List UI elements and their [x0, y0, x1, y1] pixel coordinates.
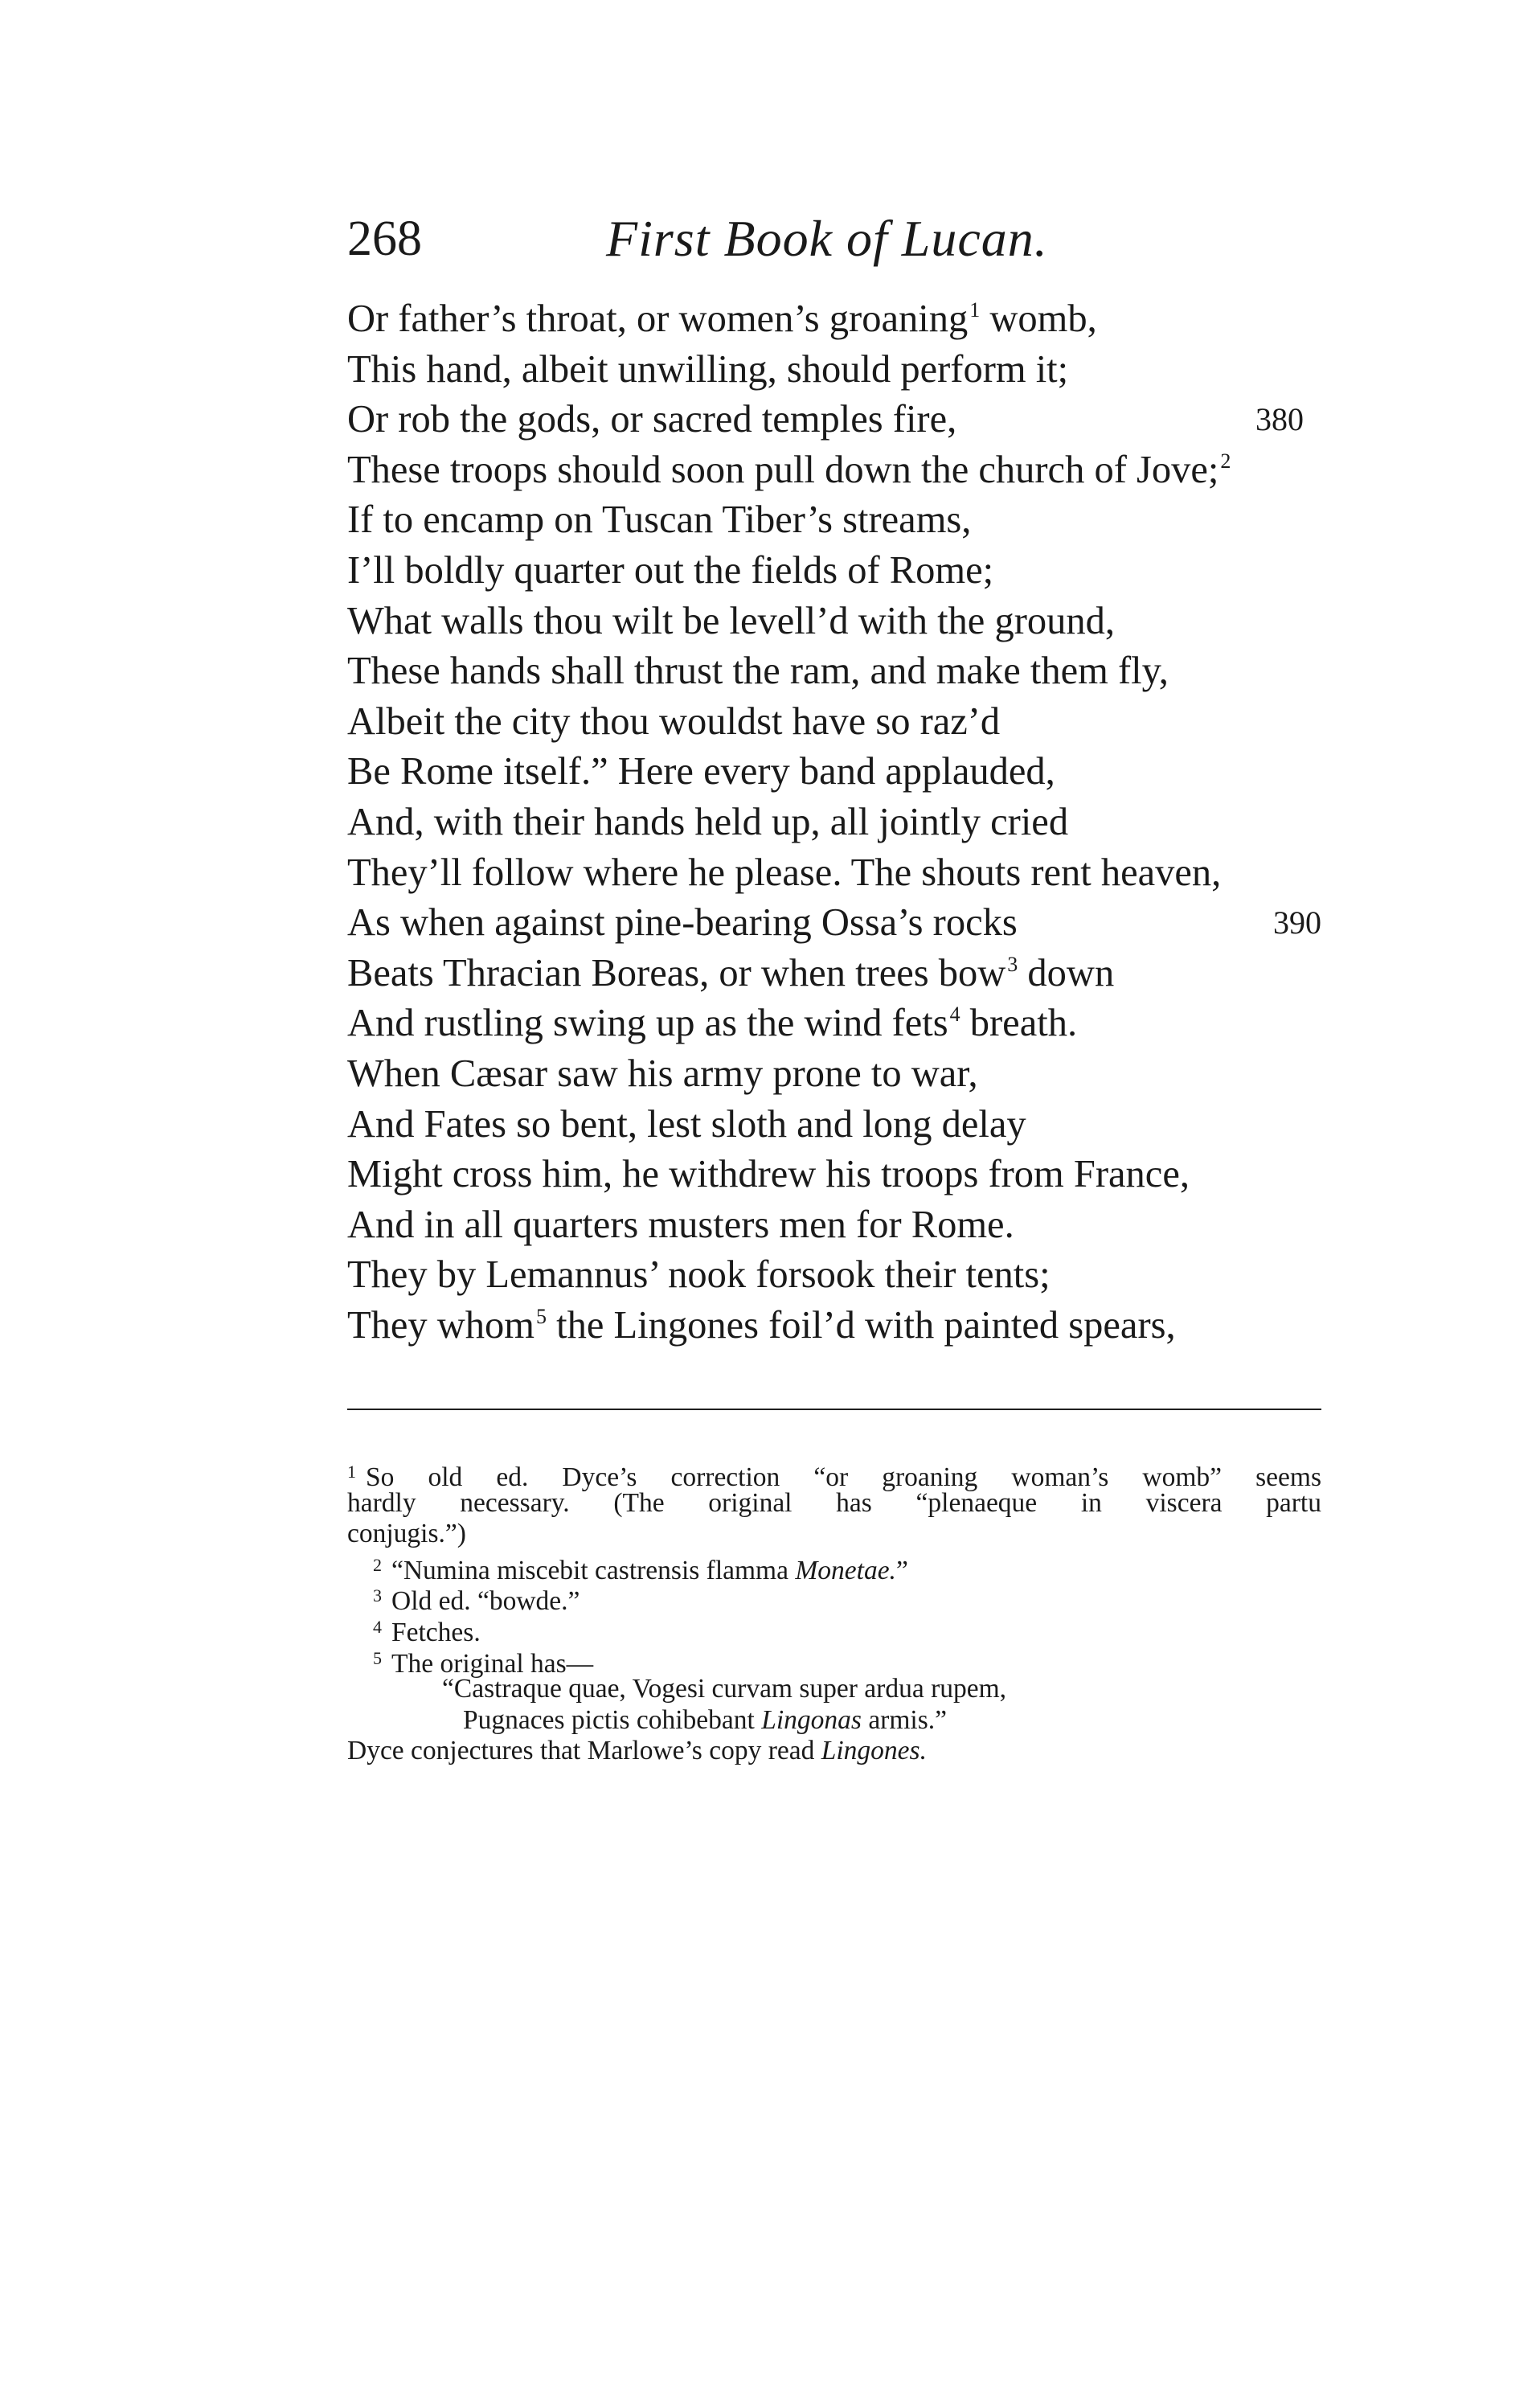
verse-text: Or rob the gods, or sacred temples fire, [347, 398, 957, 441]
verse-line [347, 1150, 1328, 1200]
verse-text: These hands shall thrust the ram, and make them fly, [347, 650, 1169, 693]
verse-text: They whom [347, 1303, 535, 1347]
footnote-italic: Monetae. [795, 1555, 896, 1585]
footnote-4 [347, 1612, 1321, 1647]
verse-line [347, 898, 1328, 949]
running-title: First Book of Lucan. [606, 210, 1048, 267]
footnote-text: So old ed. Dyce’s correction “or groaning woman’s womb” seems [366, 1462, 1321, 1492]
verse-text: breath. [960, 1002, 1078, 1045]
footnote-italic: Lingones. [821, 1736, 927, 1766]
page-number: 268 [347, 211, 422, 266]
verse-text: If to encamp on Tuscan Tiber’s streams, [347, 498, 972, 542]
footnote-italic: Lingonas [761, 1704, 862, 1735]
verse-line [347, 1301, 1328, 1351]
footnote-quote-line: Pugnaces pictis cohibebant Lingonas armis.” [463, 1704, 947, 1735]
verse-text: What walls thou wilt be levell’d with the ground, [347, 599, 1115, 642]
verse-text: This hand, albeit unwilling, should perform it; [347, 347, 1069, 391]
verse-line [347, 999, 1328, 1049]
verse-text: And, with their hands held up, all jointly cried [347, 800, 1069, 843]
footnote-mark: 1 [347, 1462, 356, 1482]
verse-line [347, 1250, 1328, 1301]
verse-line [347, 848, 1328, 899]
verse-text: down [1018, 951, 1115, 994]
footnote-5 [347, 1643, 1321, 1767]
footnote-conjecture: Dyce conjectures that Marlowe’s copy read Lingones. [347, 1736, 927, 1766]
footnote-3 [347, 1581, 1321, 1617]
footnote-text: Fetches. [391, 1617, 481, 1647]
footnote-reference: 4 [949, 1003, 960, 1027]
footnote-quote-close: ” [895, 1555, 908, 1585]
verse-line [347, 345, 1328, 396]
verse-line [347, 697, 1328, 748]
footnote-1 [347, 1457, 1321, 1550]
verse-line [347, 597, 1328, 647]
verse-line [347, 395, 1328, 445]
footnote-text: “Numina miscebit castrensis flamma [391, 1555, 788, 1585]
verse-text: And in all quarters musters men for Rome. [347, 1203, 1014, 1246]
verse-text: I’ll boldly quarter out the fields of Rome; [347, 548, 994, 592]
verse-line [347, 949, 1328, 999]
verse-text: They by Lemannus’ nook forsook their tents; [347, 1253, 1051, 1297]
footnote-reference: 1 [969, 298, 981, 322]
footnotes [347, 1457, 1321, 1767]
footnote-text: conjugis.”) [347, 1519, 466, 1549]
line-number: 390 [1273, 904, 1321, 941]
verse-line [347, 445, 1328, 496]
footnote-mark: 4 [373, 1616, 382, 1637]
footnote-reference: 5 [536, 1304, 547, 1328]
footnote-text: The original has— [391, 1648, 594, 1679]
line-number: 380 [1255, 401, 1304, 438]
verse-text: Albeit the city thou wouldst have so raz’d [347, 699, 1001, 743]
verse-line [347, 546, 1328, 597]
verse-text: Or father’s throat, or women’s groaning [347, 297, 969, 340]
running-head [347, 203, 1360, 275]
verse-text: They’ll follow where he please. The shouts rent heaven, [347, 851, 1222, 894]
footnote-divider [347, 1409, 1321, 1410]
footnote-2 [347, 1550, 1321, 1585]
verse-text: Might cross him, he withdrew his troops from France, [347, 1153, 1190, 1196]
footnote-mark: 5 [373, 1647, 382, 1668]
verse-text: Beats Thracian Boreas, or when trees bow [347, 951, 1006, 994]
footnote-quote-line: “Castraque quae, Vogesi curvam super ardua rupem, [442, 1674, 1007, 1704]
footnote-text: hardly necessary. (The original has “plenaeque in viscera partu [347, 1487, 1321, 1518]
verse-text: And rustling swing up as the wind fets [347, 1002, 948, 1045]
verse-line [347, 798, 1328, 848]
poem-text [347, 294, 1328, 1351]
verse-line [347, 1200, 1328, 1251]
verse-text: womb, [980, 297, 1097, 340]
verse-text: the Lingones foil’d with painted spears, [547, 1303, 1176, 1347]
footnote-reference: 3 [1007, 952, 1018, 976]
verse-text: When Cæsar saw his army prone to war, [347, 1052, 978, 1095]
verse-text: Be Rome itself.” Here every band applauded, [347, 750, 1055, 794]
footnote-reference: 2 [1220, 449, 1231, 473]
verse-text: As when against pine-bearing Ossa’s rocks [347, 901, 1018, 945]
verse-line [347, 1049, 1328, 1100]
verse-line [347, 294, 1328, 345]
footnote-text: Old ed. “bowde.” [391, 1586, 580, 1617]
verse-line [347, 747, 1328, 798]
footnote-mark: 3 [373, 1585, 382, 1606]
verse-line [347, 646, 1328, 697]
verse-line [347, 495, 1328, 546]
verse-text: And Fates so bent, lest sloth and long delay [347, 1102, 1026, 1146]
verse-text: These troops should soon pull down the church of Jove; [347, 448, 1219, 491]
footnote-mark: 2 [373, 1554, 382, 1575]
verse-line [347, 1100, 1328, 1150]
